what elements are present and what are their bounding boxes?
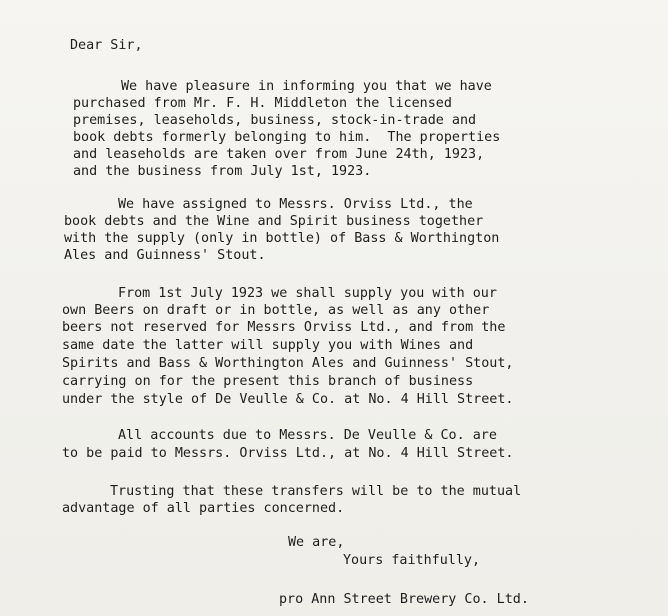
paragraph-4-line-1: All accounts due to Messrs. De Veulle & Co. are	[118, 428, 497, 443]
paragraph-2-line-2: book debts and the Wine and Spirit business together	[64, 214, 484, 229]
paragraph-2-line-3: with the supply (only in bottle) of Bass & Worthington	[64, 231, 500, 246]
paragraph-1-line-2: purchased from Mr. F. H. Middleton the licensed	[73, 96, 452, 111]
paragraph-1-line-3: premises, leaseholds, business, stock-in-trade and	[73, 113, 477, 128]
paragraph-3-line-4: same date the latter will supply you with Wines and	[62, 338, 474, 353]
paragraph-3-line-2: own Beers on draft or in bottle, as well as any other	[62, 303, 490, 318]
paragraph-3-line-5: Spirits and Bass & Worthington Ales and Guinness' Stout,	[62, 356, 514, 371]
paragraph-4-line-2: to be paid to Messrs. Orviss Ltd., at No. 4 Hill Street.	[62, 446, 514, 461]
salutation: Dear Sir,	[70, 38, 143, 53]
paragraph-3-line-1: From 1st July 1923 we shall supply you with our	[118, 286, 497, 301]
paragraph-3-line-3: beers not reserved for Messrs Orviss Ltd., and from the	[62, 320, 506, 335]
paragraph-3-line-6: carrying on for the present this branch of business	[62, 374, 474, 389]
paragraph-2-line-4: Ales and Guinness' Stout.	[64, 248, 266, 263]
closing-line-1: We are,	[288, 535, 345, 550]
paragraph-1-line-6: and the business from July 1st, 1923.	[73, 164, 372, 179]
paragraph-1-line-5: and leaseholds are taken over from June 24th, 1923,	[73, 147, 485, 162]
paragraph-2-line-1: We have assigned to Messrs. Orviss Ltd., the	[118, 197, 473, 212]
paragraph-5-line-2: advantage of all parties concerned.	[62, 501, 345, 516]
paragraph-3-line-7: under the style of De Veulle & Co. at No. 4 Hill Street.	[62, 392, 514, 407]
closing-line-2: Yours faithfully,	[343, 553, 481, 568]
paragraph-1-line-4: book debts formerly belonging to him. The properties	[73, 130, 501, 145]
signature: pro Ann Street Brewery Co. Ltd.	[279, 592, 529, 607]
paragraph-1-line-1: We have pleasure in informing you that we have	[121, 79, 492, 94]
paragraph-5-line-1: Trusting that these transfers will be to the mutual	[110, 484, 522, 499]
